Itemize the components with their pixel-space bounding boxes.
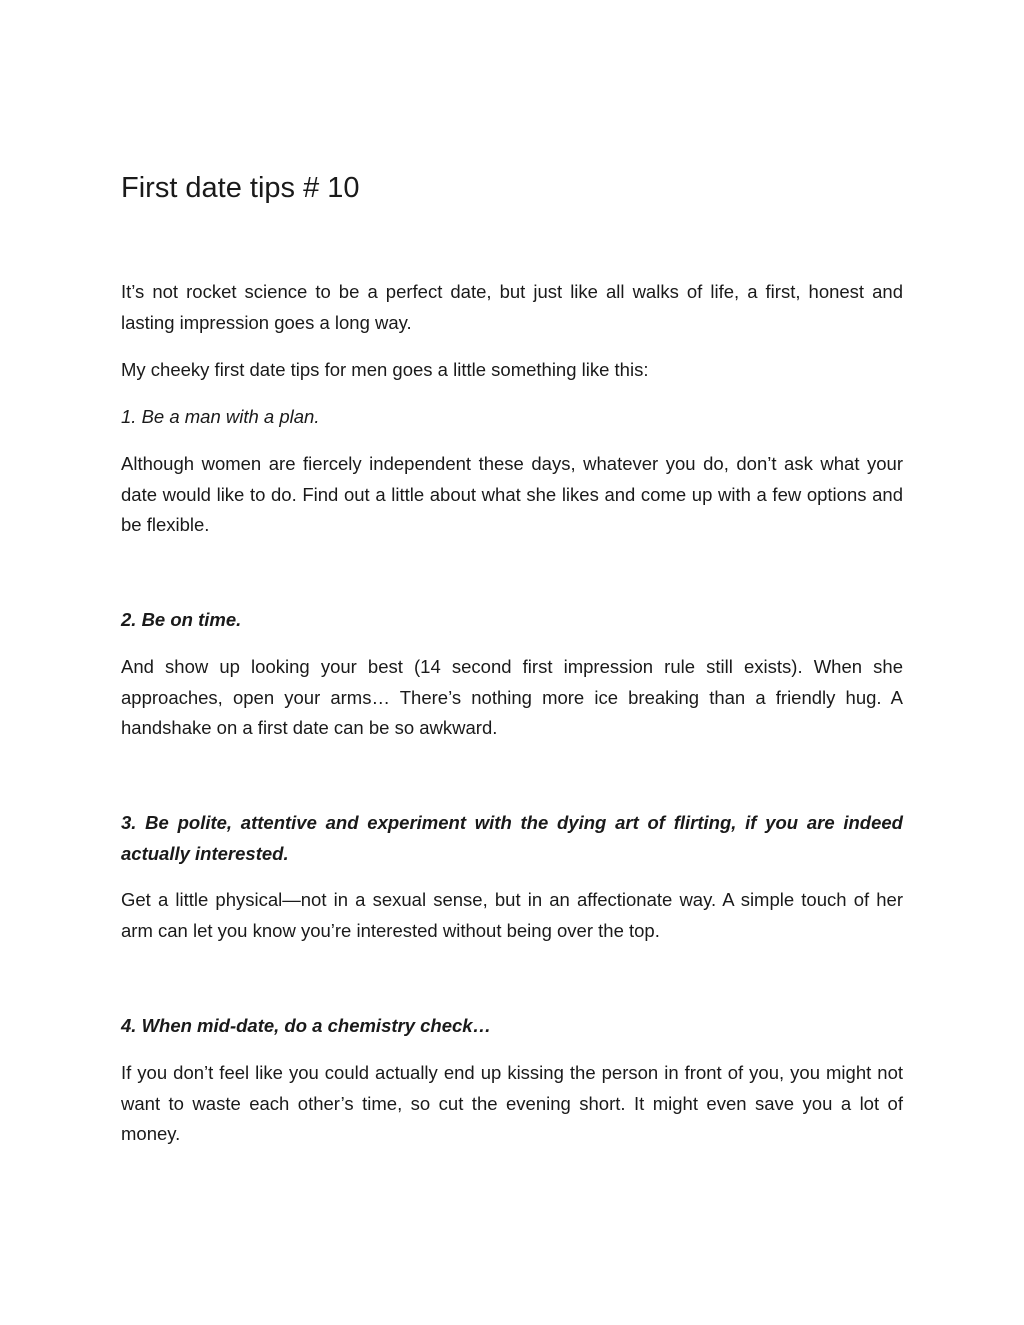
tip-3-body: Get a little physical—not in a sexual sense, but in an affectionate way. A simple touch of her arm can let you know you’re interested without being over the top. [121, 889, 903, 941]
tip-1-body: Although women are fiercely independent these days, whatever you do, don’t ask what your date would like to do. Find out a little about what she likes and come up with a few options and be flexible. [121, 453, 903, 535]
tip-4-heading: 4. When mid-date, do a chemistry check… [121, 1015, 492, 1036]
tip-4-body: If you don’t feel like you could actually end up kissing the person in front of you, you might not want to waste each other’s time, so cut the evening short. It might even save you a lot of money. [121, 1062, 903, 1144]
tip-3-heading: 3. Be polite, attentive and experiment with the dying art of flirting, if you are indeed actually interested. [121, 812, 903, 864]
tip-2-body: And show up looking your best (14 second first impression rule still exists). When she approaches, open your arms… There’s nothing more ice breaking than a friendly hug. A handshake on a first date can be so awkward. [121, 656, 903, 738]
tip-2-heading: 2. Be on time. [121, 609, 242, 630]
intro-paragraph: It’s not rocket science to be a perfect date, but just like all walks of life, a first, honest and lasting impression goes a long way. [121, 281, 903, 333]
page-title: First date tips # 10 [121, 172, 360, 204]
lead-in-paragraph: My cheeky first date tips for men goes a little something like this: [121, 359, 649, 380]
tip-1-heading: 1. Be a man with a plan. [121, 406, 320, 427]
